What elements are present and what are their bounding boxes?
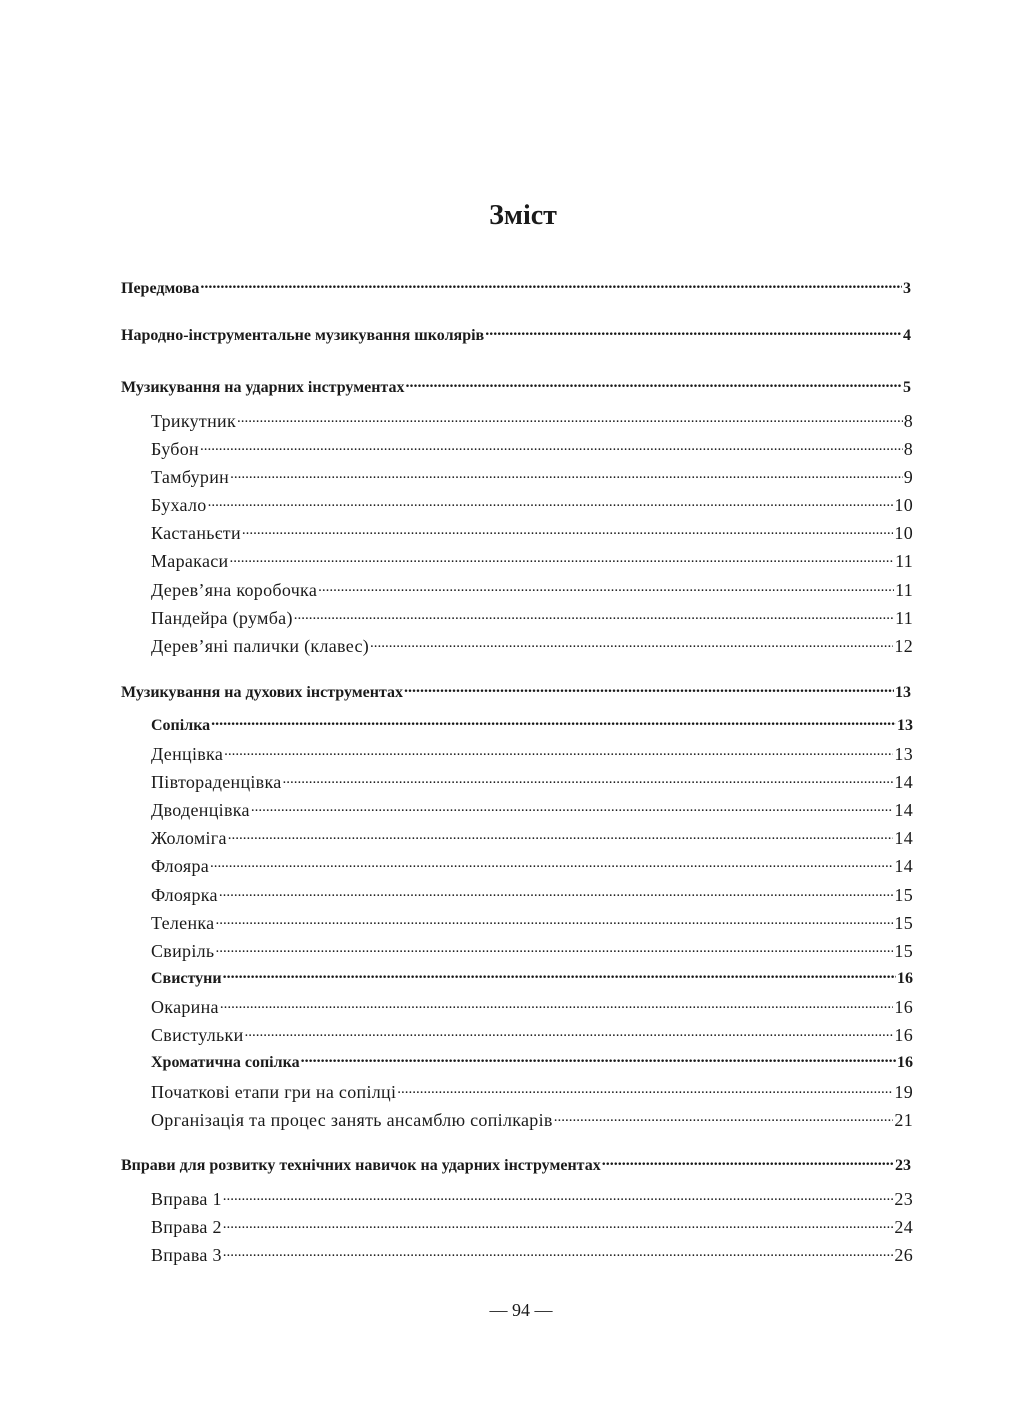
toc-dot-leader — [224, 742, 893, 760]
toc-dot-leader — [602, 1154, 894, 1170]
toc-entry-label: Початкові етапи гри на сопілці — [151, 1082, 397, 1102]
toc-dot-leader — [215, 939, 893, 957]
toc-entry-page: 14 — [894, 856, 913, 876]
toc-entry-page: 14 — [894, 800, 913, 820]
toc-entry-page: 15 — [894, 941, 913, 961]
toc-entry[interactable] — [151, 967, 913, 991]
toc-entry-label: Вправи для розвитку технічних навичок на ударних інструментах — [121, 1157, 601, 1174]
toc-entry-label: Пандейра (румба) — [151, 608, 293, 628]
toc-entry-label: Тамбурин — [151, 467, 230, 487]
toc-entry-page: 13 — [894, 744, 913, 764]
page-number: — 94 — — [489, 1300, 553, 1320]
toc-entry[interactable] — [151, 1215, 913, 1239]
toc-entry[interactable] — [151, 742, 913, 766]
toc-dot-leader — [219, 883, 894, 901]
toc-entry[interactable] — [151, 437, 913, 461]
toc-entry-page: 8 — [903, 439, 913, 459]
toc-entry-page: 15 — [894, 885, 913, 905]
toc-dot-leader — [230, 465, 903, 483]
toc-entry[interactable] — [151, 1243, 913, 1267]
toc-dot-leader — [208, 493, 894, 511]
toc-entry-page: 16 — [897, 1054, 913, 1071]
toc-entry-page: 24 — [894, 1217, 913, 1237]
toc-dot-leader — [554, 1108, 894, 1126]
toc-entry-page: 5 — [903, 379, 911, 396]
toc-entry-label: Трикутник — [151, 411, 237, 431]
toc-entry-label: Свистульки — [151, 1025, 244, 1045]
toc-entry-label: Денцівка — [151, 744, 224, 764]
toc-dot-leader — [485, 324, 902, 340]
toc-entry-page: 19 — [894, 1082, 913, 1102]
toc-entry[interactable] — [151, 883, 913, 907]
toc-entry-page: 16 — [894, 997, 913, 1017]
toc-entry-label: Музикування на духових інструментах — [121, 684, 403, 701]
toc-entry[interactable] — [151, 493, 913, 517]
toc-dot-leader — [237, 409, 903, 427]
toc-dot-leader — [228, 826, 894, 844]
toc-entry-page: 11 — [895, 580, 913, 600]
toc-entry-label: Вправа 3 — [151, 1245, 222, 1265]
toc-entry[interactable] — [151, 606, 913, 630]
page-title: Зміст — [489, 200, 557, 231]
toc-entry-page: 3 — [903, 280, 911, 297]
toc-entry-page: 23 — [895, 1157, 911, 1174]
toc-entry-page: 16 — [897, 970, 913, 987]
toc-entry-page: 10 — [894, 495, 913, 515]
toc-entry-label: Дерев’яні палички (клавес) — [151, 636, 370, 656]
toc-entry[interactable] — [121, 376, 911, 400]
toc-entry-label: Флояра — [151, 856, 210, 876]
toc-entry-page: 16 — [894, 1025, 913, 1045]
toc-entry-label: Передмова — [121, 280, 200, 297]
toc-entry[interactable] — [151, 770, 913, 794]
toc-dot-leader — [223, 1243, 894, 1261]
toc-entry[interactable] — [151, 521, 913, 545]
toc-entry-page: 4 — [903, 327, 911, 344]
toc-entry-label: Народно-інструментальне музикування школярів — [121, 327, 485, 344]
toc-entry[interactable] — [151, 465, 913, 489]
toc-entry[interactable] — [151, 549, 913, 573]
toc-entry-label: Організація та процес занять ансамблю сопілкарів — [151, 1110, 553, 1130]
toc-entry-page: 23 — [894, 1189, 913, 1209]
toc-dot-leader — [294, 606, 894, 624]
toc-entry-page: 21 — [894, 1110, 913, 1130]
toc-entry-label: Свиріль — [151, 941, 215, 961]
toc-entry[interactable] — [151, 578, 913, 602]
toc-entry[interactable] — [151, 1108, 913, 1132]
toc-entry-page: 14 — [894, 772, 913, 792]
toc-entry-label: Дерев’яна коробочка — [151, 580, 318, 600]
toc-dot-leader — [397, 1080, 893, 1098]
toc-entry-page: 9 — [903, 467, 913, 487]
toc-dot-leader — [318, 578, 894, 596]
toc-entry-label: Теленка — [151, 913, 215, 933]
toc-entry-page: 11 — [895, 551, 913, 571]
toc-entry-page: 10 — [894, 523, 913, 543]
toc-entry-page: 12 — [894, 636, 913, 656]
toc-entry-label: Окарина — [151, 997, 219, 1017]
toc-entry[interactable] — [151, 939, 913, 963]
toc-entry-page: 11 — [895, 608, 913, 628]
toc-entry-label: Кастаньєти — [151, 523, 241, 543]
toc-entry[interactable] — [151, 798, 913, 822]
toc-entry-label: Музикування на ударних інструментах — [121, 379, 405, 396]
toc-dot-leader — [405, 376, 902, 392]
toc-entry-label: Сопілка — [151, 717, 211, 734]
toc-dot-leader — [229, 549, 894, 567]
toc-dot-leader — [245, 1023, 894, 1041]
toc-dot-leader — [223, 967, 896, 983]
toc-dot-leader — [283, 770, 894, 788]
toc-entry[interactable] — [151, 854, 913, 878]
toc-entry-label: Бухало — [151, 495, 207, 515]
toc-entry-label: Бубон — [151, 439, 199, 459]
toc-dot-leader — [251, 798, 894, 816]
toc-entry[interactable] — [121, 277, 911, 301]
toc-entry-label: Вправа 1 — [151, 1189, 222, 1209]
toc-dot-leader — [215, 911, 893, 929]
toc-entry[interactable] — [151, 995, 913, 1019]
toc-entry[interactable] — [151, 1051, 913, 1075]
toc-entry[interactable] — [151, 1023, 913, 1047]
toc-dot-leader — [223, 1187, 894, 1205]
toc-dot-leader — [404, 681, 894, 697]
toc-entry[interactable] — [121, 1154, 911, 1178]
toc-entry-page: 14 — [894, 828, 913, 848]
toc-dot-leader — [200, 437, 903, 455]
toc-dot-leader — [242, 521, 894, 539]
toc-entry-page: 26 — [894, 1245, 913, 1265]
toc-entry[interactable] — [151, 1080, 913, 1104]
toc-entry-label: Півтораденцівка — [151, 772, 282, 792]
toc-entry[interactable] — [121, 324, 911, 348]
toc-entry-page: 8 — [903, 411, 913, 431]
toc-entry[interactable] — [151, 409, 913, 433]
toc-entry-label: Хроматична сопілка — [151, 1054, 300, 1071]
toc-entry[interactable] — [151, 911, 913, 935]
toc-entry[interactable] — [151, 826, 913, 850]
toc-entry-page: 13 — [895, 684, 911, 701]
toc-dot-leader — [200, 277, 902, 293]
toc-entry-label: Дводенцівка — [151, 800, 250, 820]
toc-dot-leader — [370, 634, 893, 652]
toc-entry-label: Жоломіга — [151, 828, 227, 848]
toc-entry[interactable] — [121, 681, 911, 705]
toc-dot-leader — [220, 995, 894, 1013]
toc-entry[interactable] — [151, 1187, 913, 1211]
toc-entry-label: Свистуни — [151, 970, 222, 987]
toc-entry[interactable] — [151, 714, 913, 738]
toc-entry-label: Флоярка — [151, 885, 218, 905]
toc-entry[interactable] — [151, 634, 913, 658]
toc-dot-leader — [211, 714, 896, 730]
toc-entry-label: Маракаси — [151, 551, 229, 571]
toc-dot-leader — [223, 1215, 894, 1233]
toc-entry-page: 15 — [894, 913, 913, 933]
toc-entry-label: Вправа 2 — [151, 1217, 222, 1237]
toc-dot-leader — [301, 1051, 896, 1067]
toc-dot-leader — [210, 854, 893, 872]
toc-entry-page: 13 — [897, 717, 913, 734]
